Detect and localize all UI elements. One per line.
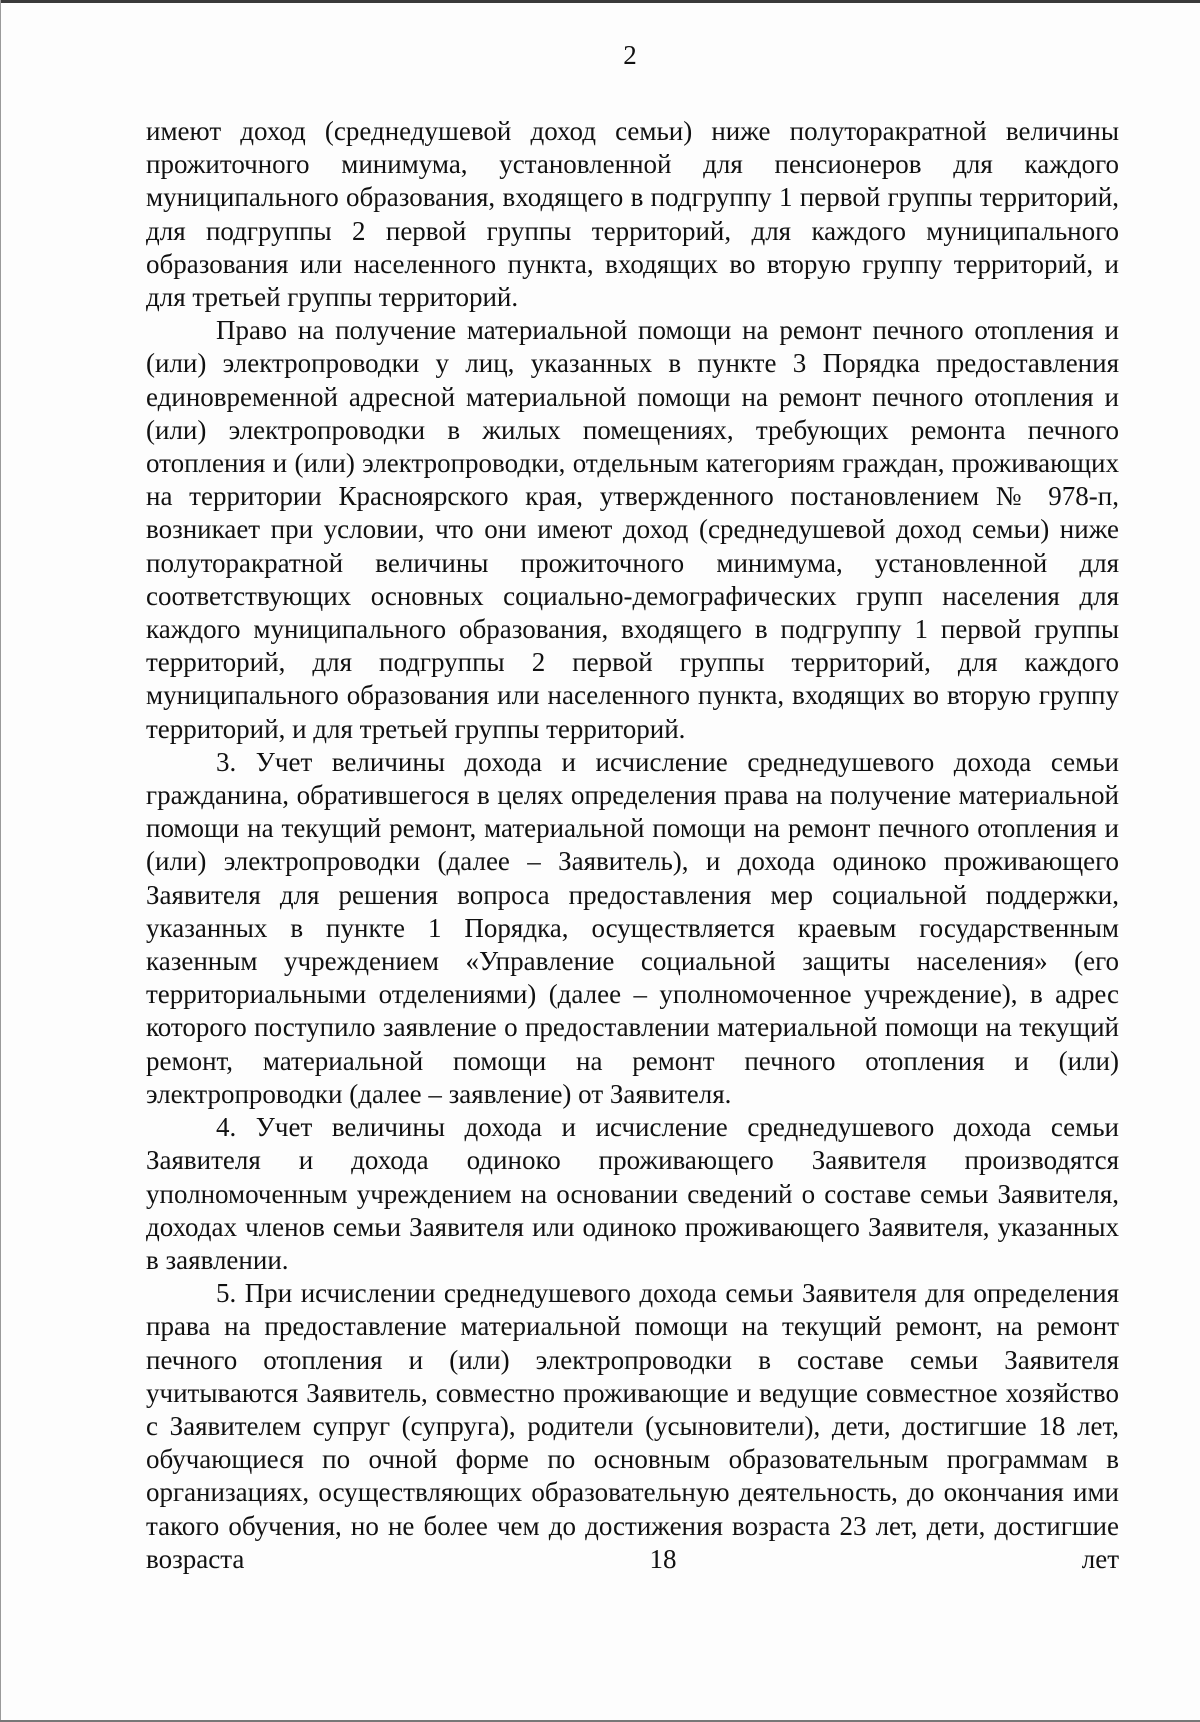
document-body — [146, 115, 1119, 1576]
page-number: 2 — [623, 40, 637, 70]
paragraph-5: 5. При исчислении среднедушевого дохода семьи Заявителя для определения права на предоставление материальной помощи на текущий ремонт, на ремонт печного отопления и (или) электропроводки в составе семьи Заявителя учитываются Заявитель, совместно проживающие и ведущие совместное хозяйство с Заявителем супруг (супруга), родители (усыновители), дети, достигшие 18 лет, обучающиеся по очной форме по основным образовательным программам в организациях, осуществляющих образовательную деятельность, до окончания ими такого обучения, но не более чем до достижения возраста 23 лет, дети, достигшие возраста 18 лет — [146, 1278, 1119, 1574]
scan-edge-left — [0, 0, 1, 1722]
scan-edge-top — [0, 0, 1200, 3]
paragraph-right-to-aid: Право на получение материальной помощи на ремонт печного отопления и (или) электропроводки у лиц, указанных в пункте 3 Порядка предоставления единовременной адресной материальной помощи на ремонт печного отопления и (или) электропроводки в жилых помещениях, требующих ремонта печного отопления и (или) электропроводки, отдельным категориям граждан, проживающих на территории Красноярского края, утвержденного постановлением № 978-п, возникает при условии, что они имеют доход (среднедушевой доход семьи) ниже полуторакратной величины прожиточного минимума, установленной для соответствующих основных социально-демографических групп населения для каждого муниципального образования, входящего в подгруппу 1 первой группы территорий, для подгруппы 2 первой группы территорий, для каждого муниципального образования или населенного пункта, входящих во вторую группу территорий, и для третьей группы территорий. — [146, 315, 1119, 744]
paragraph-4: 4. Учет величины дохода и исчисление среднедушевого дохода семьи Заявителя и дохода одиноко проживающего Заявителя производятся уполномоченным учреждением на основании сведений о составе семьи Заявителя, доходах членов семьи Заявителя или одиноко проживающего Заявителя, указанных в заявлении. — [146, 1112, 1119, 1275]
paragraph-continuation: имеют доход (среднедушевой доход семьи) ниже полуторакратной величины прожиточного минимума, установленной для пенсионеров для каждого муниципального образования, входящего в подгруппу 1 первой группы территорий, для подгруппы 2 первой группы территорий, для каждого муниципального образования или населенного пункта, входящих во вторую группу территорий, и для третьей группы территорий. — [146, 116, 1119, 313]
paragraph-3: 3. Учет величины дохода и исчисление среднедушевого дохода семьи гражданина, обратившегося в целях определения права на получение материальной помощи на текущий ремонт, материальной помощи на ремонт печного отопления и (или) электропроводки (далее – Заявитель), и дохода одиноко проживающего Заявителя для решения вопроса предоставления мер социальной поддержки, указанных в пункте 1 Порядка, осуществляется краевым государственным казенным учреждением «Управление социальной защиты населения» (его территориальными отделениями) (далее – уполномоченное учреждение), в адрес которого поступило заявление о предоставлении материальной помощи на текущий ремонт, материальной помощи на ремонт печного отопления и (или) электропроводки (далее – заявление) от Заявителя. — [146, 746, 1119, 1109]
